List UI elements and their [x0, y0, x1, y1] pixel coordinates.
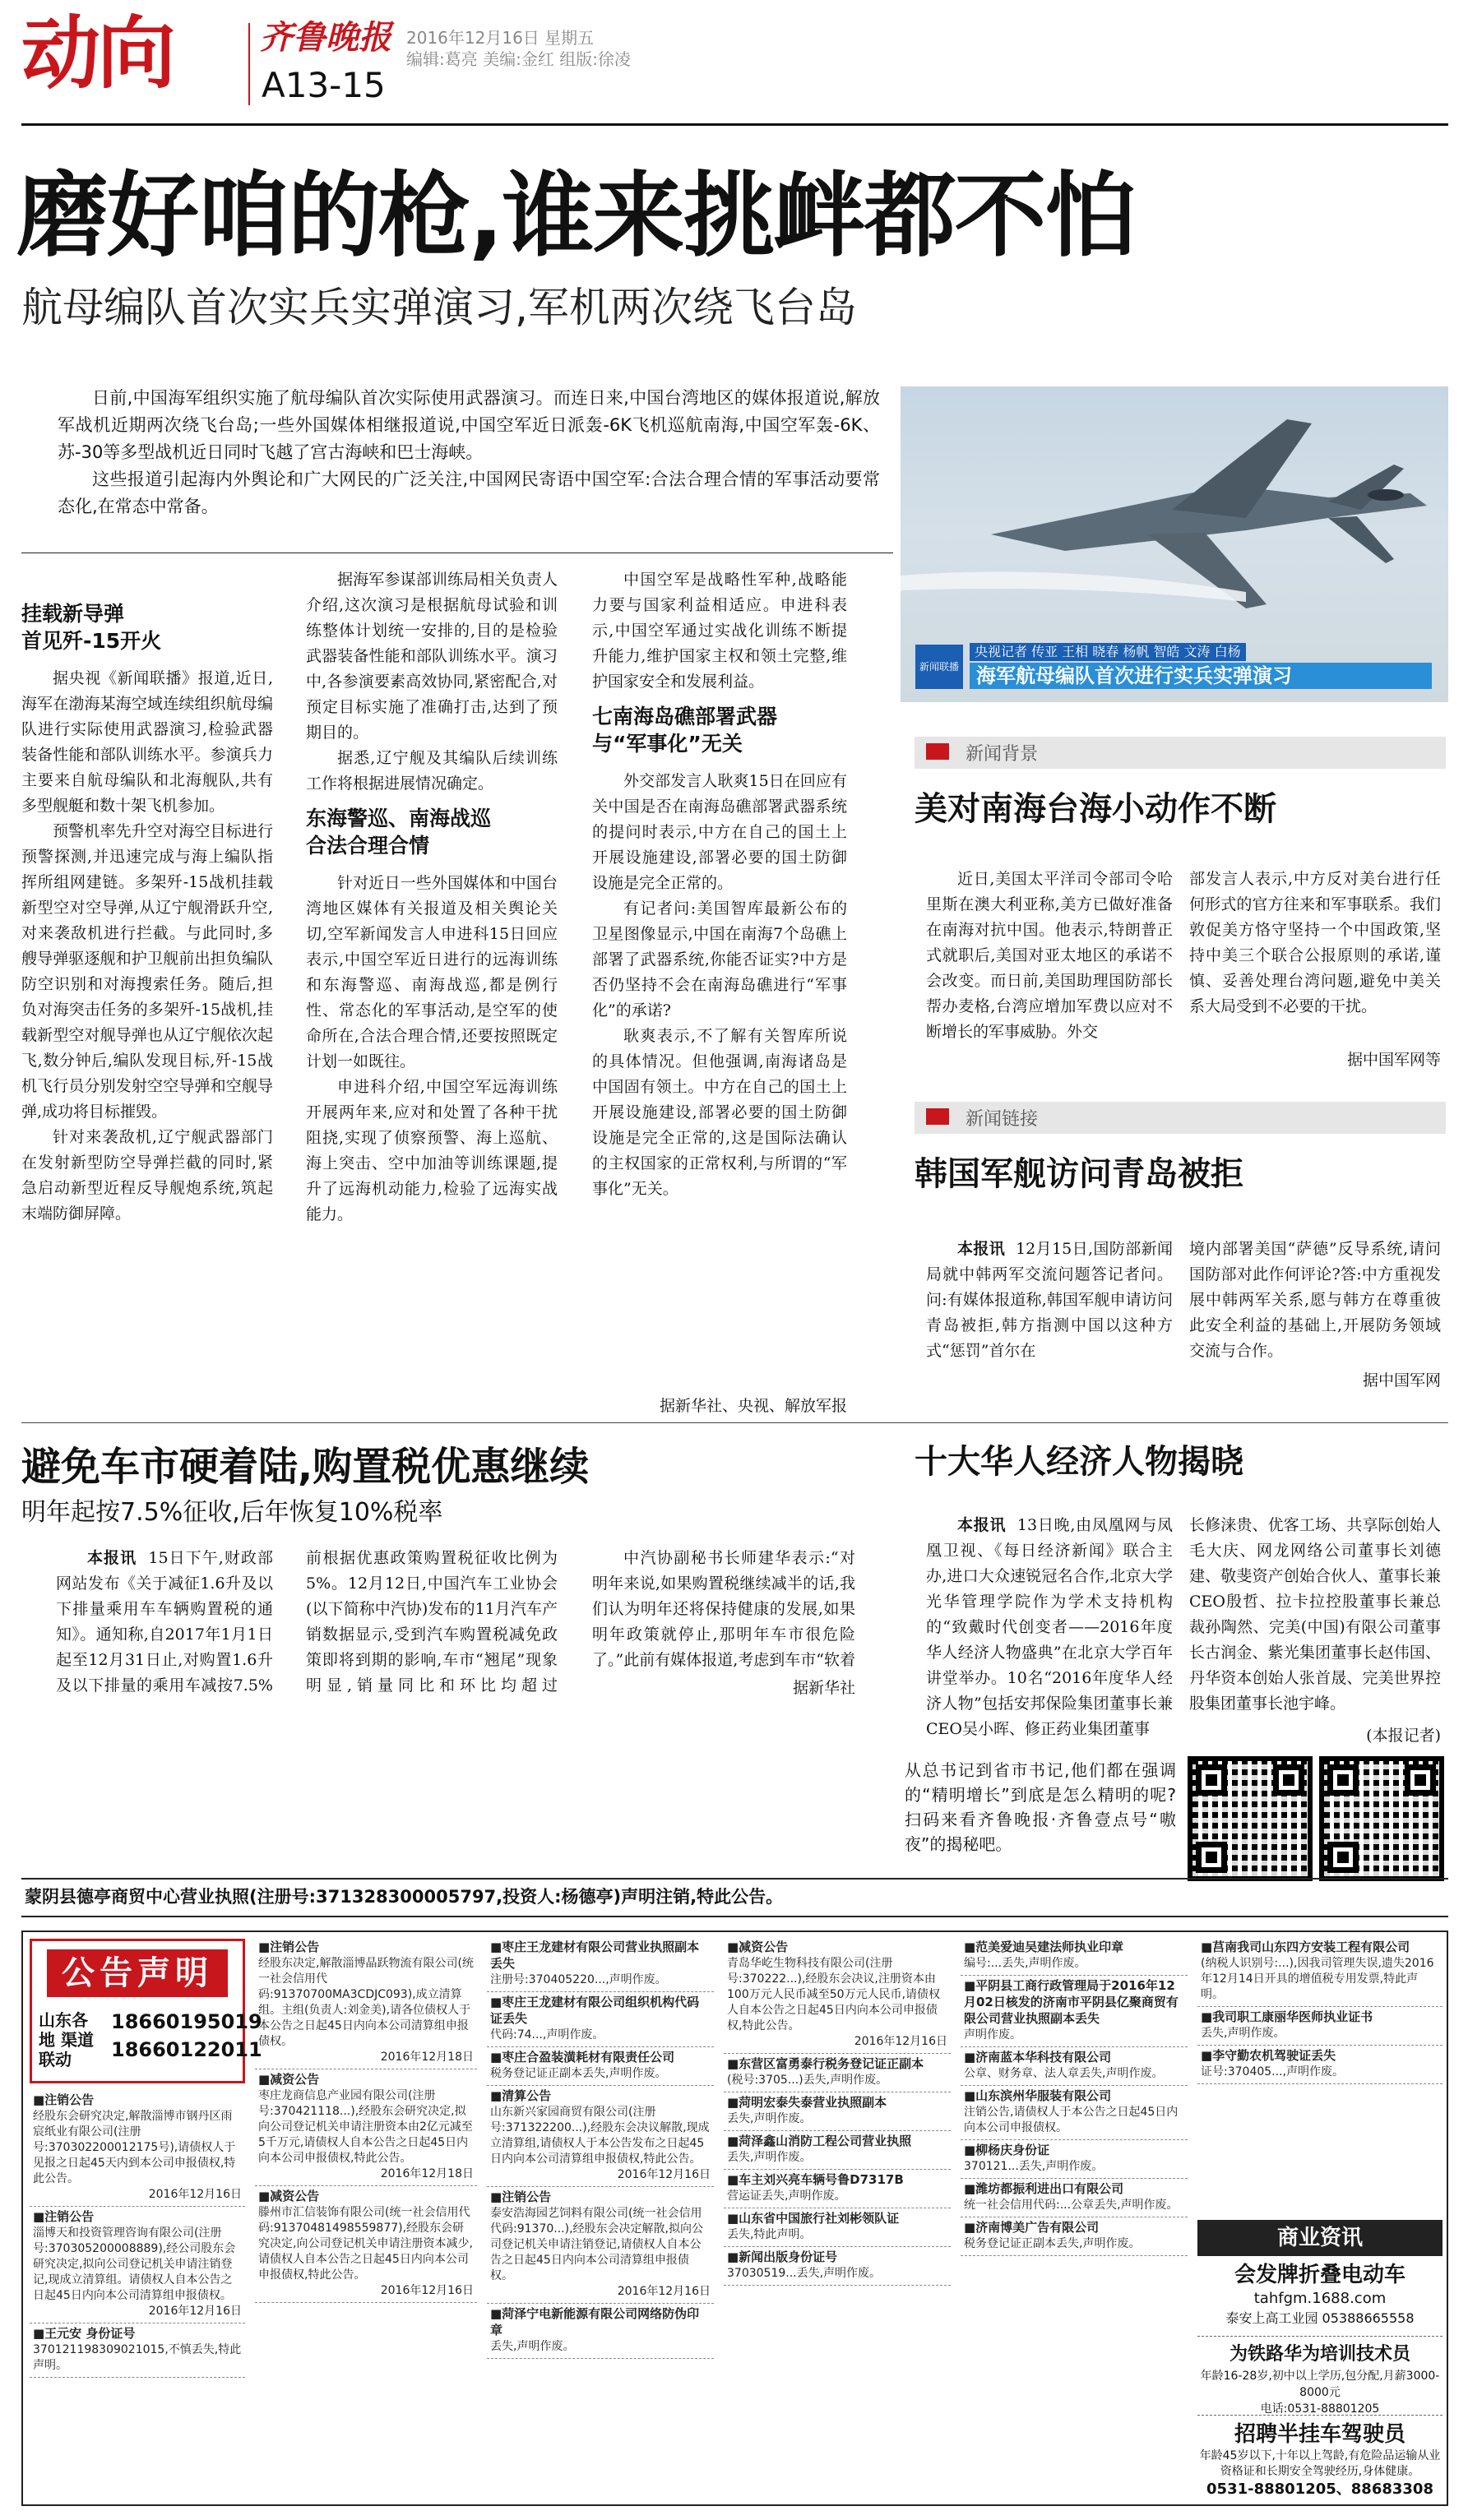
- business-ad-1: [1197, 2261, 1443, 2337]
- classified-ad-body: 滕州市汇信装饰有限公司(统一社会信用代码:91370481498559877),经股东会研究决定,向公司登记机关申请注册资本减少,请债权人自本公告之日起45日内向本公司申报债权,特此公告。: [258, 2206, 473, 2282]
- classified-ad-title: ■菏泽宁电新能源有限公司网络防伪印章: [490, 2306, 700, 2337]
- masthead-divider: [248, 23, 250, 105]
- economy-credit: (本报记者): [1366, 1727, 1441, 1745]
- notice-header-title: 公告声明: [47, 1949, 228, 1997]
- paper-logo: 齐鲁晚报: [260, 18, 391, 57]
- classified-ad-title: ■枣庄合盈装潢耗材有限责任公司: [490, 2050, 675, 2065]
- link-col-1: 本报讯 12月15日,国防部新闻局就中韩两军交流问题答记者问。问:有媒体报道称,韩国军舰申请访问青岛被拒,韩方指测中国以这种方式“惩罚”首尔在: [926, 1240, 1173, 1360]
- business-ad-3: [1197, 2421, 1443, 2503]
- lead-col-1: 挂载新导弹 首见歼-15开火 据央视《新闻联播》报道,近日,海军在渤海某海空域连续组织航母编队进行实际使用武器演习,检验武器装备性能和部队训练水平。参演兵力主要来自航母编队和北海舰队,共有多型舰艇和数十架飞机参加。 预警机率先升空对海空目标进行预警探测,并迅速完成与海上编队指挥所组网建链。多架歼-15战机挂载新型空对空导弹,从辽宁舰滑跃升空,对来袭敌机进行拦截。与此同时,多艘导弹驱逐舰和护卫舰前出担负编队防空识别和对海搜索任务。随后,担负对海突击任务的多架歼-15战机,挂载新型空对舰导弹也从辽宁舰依次起飞,数分钟后,编队发现目标,歼-15战机飞行员分别发射空空导弹和空舰导弹,成功将目标摧毁。 针对来袭敌机,辽宁舰武器部门在发射新型防空导弹拦截的同时,紧急启动新型近程反导舰炮系统,筑起末端防御屏障。: [21, 602, 273, 1223]
- classified-ad: [961, 1937, 1188, 1976]
- classified-ad-title: ■范美爱迪吴建法师执业印章: [964, 1940, 1124, 1954]
- classified-ad-body: 丢失,声明作废。: [490, 2340, 575, 2353]
- classified-ad-date: 2016年12月18日: [380, 2051, 474, 2064]
- classified-ad-body: 税务登记证正副本丢失,声明作废。: [964, 2237, 1141, 2250]
- classified-ad-body: 淄博天和投资管理咨询有限公司(注册号:370305200008889),经公司股东会研究决定,拟向公司登记机关申请注销登记,现成立清算组。请债权人自本公告之日起45日内向本公司清算组申报债权。: [33, 2226, 236, 2302]
- classified-ad-body: 丢失,特此声明。: [727, 2228, 812, 2241]
- section-title: 动向: [21, 7, 173, 99]
- classified-ad: [1197, 2046, 1443, 2084]
- business-ad-3-body: 年龄45岁以下,十年以上驾龄,有危险品运输从业资格证和长期安全驾驶经历,身体健康。: [1199, 2449, 1441, 2478]
- lead-subhead: 航母编队首次实兵实弹演习,军机两次绕飞台岛: [21, 284, 857, 331]
- classified-ad: [724, 2131, 951, 2170]
- classified-ad-body: 经股东会研究决定,解散淄博市钢丹区雨宸纸业有限公司(注册号:370302200012175号),请债权人于见报之日起45天内到本公司申报债权,特此公告。: [33, 2110, 236, 2185]
- economy-title: 十大华人经济人物揭晓: [915, 1443, 1243, 1481]
- classified-ad-title: ■车主刘兴亮车辆号鲁D7317B: [727, 2172, 904, 2187]
- classified-ad: [30, 2090, 245, 2207]
- car-subhead: 明年起按7.5%征收,后年恢复10%税率: [21, 1498, 443, 1527]
- photo-logo: 新闻联播: [915, 645, 963, 689]
- car-col-1: 本报讯 15日下午,财政部网站发布《关于减征1.6升及以下排量乘用车车辆购置税的通知》。通知称,自2017年1月1日起至12月31日止,对购置1.6升及以下排量的乘用车减按7.5%: [56, 1549, 273, 1695]
- classified-ad-title: ■清算公告: [490, 2088, 552, 2103]
- classified-ad: [255, 1937, 477, 2069]
- classified-ad-body: 经股东决定,解散淄博晶跃物流有限公司(统一社会信用代码:91370700MA3CDJC093),成立清算组。主组(负责人:刘金美),请各位债权人于本公告之日起45日内向本公司清算组申报债权。: [258, 1957, 474, 2048]
- classified-ad-title: ■注销公告: [33, 2092, 95, 2107]
- classified-col-1: [30, 2090, 245, 2501]
- classified-ad: [724, 2247, 951, 2286]
- classified-ad-title: ■莒南我司山东四方安装工程有限公司: [1201, 1940, 1410, 1954]
- subheading-2: 东海警巡、南海战巡 合法合理合情: [306, 807, 492, 858]
- classified-ad-date: 2016年12月16日: [148, 2305, 242, 2318]
- notice-rule-bottom: [21, 1916, 1448, 1917]
- classified-ad-title: ■减资公告: [258, 2072, 320, 2087]
- classified-ad-title: ■潍坊都振利进出口有限公司: [964, 2181, 1124, 2196]
- classified-ad-body: 注册号:370405220...,声明作废。: [490, 1973, 667, 1986]
- classified-ad: [487, 2047, 714, 2086]
- classified-ad-title: ■平阴县工商行政管理局于2016年12月02日核发的济南市平阴县亿聚商贸有限公司营业执照副本丢失: [964, 1978, 1179, 2026]
- classified-ad-body: 青岛华屹生物科技有限公司(注册号:370222...),经股东会决议,注册资本由100万元人民币减至50万元人民币,请债权人自本公告之日起45日内向本公司申报债权,特此公告。: [727, 1957, 940, 2032]
- classified-ad-title: ■注销公告: [258, 1940, 320, 1954]
- classified-ad-body: 丢失,声明作废。: [1201, 2027, 1285, 2040]
- background-col-1: 近日,美国太平洋司令部司令哈里斯在澳大利亚称,美方已做好准备在南海对抗中国。他表示,特朗普正式就职后,美国对亚太地区的承诺不会改变。而日前,美国助理国防部长帮办麦格,台湾应增加军费以应对不断增长的军事威胁。外交: [926, 870, 1173, 1041]
- classified-ad-body: 声明作废。: [964, 2028, 1021, 2041]
- classified-ad-title: ■王元安 身份证号: [33, 2326, 136, 2341]
- middle-rule: [21, 1422, 1448, 1423]
- background-title: 美对南海台海小动作不断: [915, 790, 1276, 828]
- background-credit: 据中国军网等: [1346, 1051, 1441, 1069]
- classified-ad: [961, 2047, 1188, 2086]
- classified-ad: [724, 2208, 951, 2247]
- classified-ad-body: (税号:3705...)丢失,声明作废。: [727, 2074, 888, 2087]
- link-credit: 据中国军网: [1362, 1371, 1441, 1389]
- classified-ad-body: 370121198309021015,不慎丢失,特此声明。: [33, 2343, 242, 2372]
- car-headline: 避免车市硬着陆,购置税优惠继续: [21, 1444, 590, 1490]
- classified-ad: [30, 2323, 245, 2378]
- car-credit: 据新华社: [792, 1679, 855, 1697]
- lead-col-2: 据海军参谋部训练局相关负责人介绍,这次演习是根据航母试验和训练整体计划统一安排的,目的是检验武器装备性能和部队训练水平。演习中,各参演要素高效协同,紧密配合,对预定目标实施了准确打击,达到了预期目的。 据悉,辽宁舰及其编队后续训练工作将根据进展情况确定。 东海警巡、南海战巡 合法合理合情 针对近日一些外国媒体和中国台湾地区媒体有关报道及相关舆论关切,空军新闻发言人申进科15日回应表示,中国空军近日进行的远海训练和东海警巡、南海战巡,都是例行性、常态化的军事活动,是空军的使命所在,合法合理合情,还要按照既定计划一如既往。 申进科介绍,中国空军远海训练开展两年来,应对和处置了各种干扰阻挠,实现了侦察预警、海上巡航、海上突击、空中加油等训练课题,提升了远海机动能力,检验了远海实战能力。: [306, 571, 558, 1223]
- classified-ad-body: (纳税人识别号:...),因我司管理失误,遗失2016年12月14日开具的增值税专用发票,特此声明。: [1201, 1957, 1434, 2001]
- classified-ad: [724, 1937, 951, 2054]
- classified-ad: [961, 1976, 1188, 2047]
- classified-col-3: [487, 1937, 714, 2501]
- classified-ad-title: ■注销公告: [33, 2209, 95, 2224]
- qr-code-left[interactable]: [1188, 1756, 1313, 1881]
- lead-photo: [901, 386, 1448, 702]
- business-header-title: 商业资讯: [1276, 2226, 1363, 2250]
- classified-ad-title: ■菏明宏泰失泰营业执照副本: [727, 2095, 887, 2110]
- qr-code-right[interactable]: [1319, 1756, 1444, 1881]
- business-ad-2-title: 为铁路华为培训技术员: [1229, 2344, 1410, 2365]
- classified-ad: [961, 2140, 1188, 2179]
- classified-ad: [255, 2069, 477, 2186]
- classified-col-4: [724, 1937, 951, 2501]
- classified-col-6: [1197, 1937, 1443, 2217]
- classified-ad-title: ■东营区富勇泰行税务登记证正副本: [727, 2056, 924, 2071]
- classified-ad-title: ■注销公告: [490, 2189, 552, 2204]
- classified-ad: [724, 2170, 951, 2208]
- qr-promo-text: 从总书记到省市书记,他们都在强调的“精明增长”到底是怎么精明的呢?扫码来看齐鲁晚报·齐鲁壹点号“嗷夜”的揭秘吧。: [905, 1760, 1176, 1854]
- classified-ad-body: 37030519...丢失,声明作废。: [727, 2267, 882, 2280]
- background-col-2: 部发言人表示,中方反对美台进行任何形式的官方往来和军事联系。我们敦促美方恪守坚持一个中国政策,坚持中美三个联合公报原则的承诺,谨慎、妥善处理台湾问题,避免中美关系大局受到不必要的干扰。: [1189, 870, 1441, 1015]
- classified-ad-body: 公章、财务章、法人章丢失,声明作废。: [964, 2067, 1164, 2080]
- business-ad-2-phone: 电话:0531-88801205: [1260, 2402, 1380, 2416]
- classified-ad-title: ■减资公告: [727, 1940, 789, 1954]
- lead-headline: 磨好咱的枪,谁来挑衅都不怕: [16, 163, 1136, 270]
- classified-ad-date: 2016年12月18日: [380, 2167, 474, 2180]
- classified-ad: [724, 2054, 951, 2092]
- business-ad-1-phone: 泰安上高工业园 05388665558: [1225, 2310, 1415, 2326]
- classified-ad: [961, 2217, 1188, 2256]
- classified-ad-date: 2016年12月16日: [617, 2168, 711, 2181]
- link-title: 韩国军舰访问青岛被拒: [915, 1155, 1243, 1193]
- classified-ad-body: 统一社会信用代码:...公章丢失,声明作废。: [964, 2199, 1179, 2212]
- car-col-3: 中汽协副秘书长师建华表示:“对明年来说,如果购置税继续减半的话,我们认为明年还将保持健康的发展,如果明年政策就停止,那明年车市很危险了。”此前有媒体报道,考虑到车市“软着: [592, 1549, 855, 1669]
- car-col-2: 前根据优惠政策购置税征收比例为5%。12月12日,中国汽车工业协会(以下简称中汽协)发布的11月汽车产销数据显示,受到汽车购置税减免政策即将到期的影响,车市“翘尾”现象明显,销量同比和环比均超过: [306, 1549, 558, 1695]
- notice-region: 山东各地 渠道联动: [39, 2010, 94, 2069]
- classified-ad: [724, 2092, 951, 2131]
- notice-phone-1: 18660195019: [111, 2010, 262, 2033]
- economy-col-2: 长修涞贵、优客工场、共享际创始人毛大庆、网龙网络公司董事长刘德建、敬斐资产创始合伙人、董事长兼CEO殷哲、拉卡拉控股董事长兼总裁孙陶然、完美(中国)有限公司董事长古润金、紫光集团董事长赵伟国、丹华资本创始人张首晟、完美世界控股集团董事长池宇峰。: [1189, 1516, 1441, 1713]
- classified-ad: [255, 2186, 477, 2303]
- section-tag-background: 新闻背景: [915, 737, 1446, 769]
- classified-ad-body: 营运证丢失,声明作废。: [727, 2189, 846, 2203]
- classified-ad-title: ■山东滨州华服装有限公司: [964, 2088, 1112, 2103]
- business-ad-2: [1197, 2342, 1443, 2416]
- classified-ad: [30, 2207, 245, 2323]
- subheading-1: 挂载新导弹 首见歼-15开火: [21, 602, 162, 653]
- classified-ad-title: ■济南蓝本华科技有限公司: [964, 2050, 1112, 2065]
- classified-ad-body: 注销公告,请债权人于本公告之日起45日内向本公司申报债权。: [964, 2106, 1179, 2134]
- classified-ad-body: 370121...丢失,声明作废。: [964, 2160, 1104, 2173]
- business-header: [1197, 2220, 1443, 2256]
- classified-ad-body: 枣庄龙商信息产业园有限公司(注册号:370421118...),经股东会研究决定,拟向公司登记机关申请注册资本由2亿元减至5千万元,请债权人自本公告之日起45日内向本公司申报债权,特此公告。: [258, 2089, 473, 2165]
- page-number: A13-15: [262, 65, 386, 105]
- issue-date: 2016年12月16日 星期五: [406, 28, 595, 48]
- photo-caption: 海军航母编队首次进行实兵实弹演习: [970, 663, 1432, 689]
- classified-ad: [487, 1992, 714, 2047]
- section-tag-link: 新闻链接: [915, 1102, 1446, 1134]
- lead-credit: 据新华社、央视、解放军报: [659, 1397, 847, 1415]
- classified-ad: [487, 2187, 714, 2304]
- lead-col-3: 中国空军是战略性军种,战略能力要与国家利益相适应。申进科表示,中国空军通过实战化训练不断提升能力,维护国家主权和领土完整,维护国家安全和发展利益。 七南海岛礁部署武器 与“军事化”无关 外交部发言人耿爽15日在回应有关中国是否在南海岛礁部署武器系统的提问时表示,中方在自己的国土上开展设施建设,部署必要的国土防御设施是完全正常的。 有记者问:美国智库最新公布的卫星图像显示,中国在南海7个岛礁上部署了武器系统,你能否证实?中方是否仍坚持不会在南海岛礁进行“军事化”的承诺? 耿爽表示,不了解有关智库所说的具体情况。但他强调,南海诸岛是中国固有领土。中方在自己的国土上开展设施建设,部署必要的国土防御设施是完全正常的,这是国际法确认的主权国家的正常权利,与所谓的“军事化”无关。: [592, 571, 847, 1198]
- classified-ad-title: ■我司职工康丽华医师执业证书: [1201, 2009, 1373, 2024]
- classified-ad-title: ■新闻出版身份证号: [727, 2250, 838, 2264]
- classified-ad-title: ■李守勤农机驾驶证丢失: [1201, 2048, 1336, 2063]
- notice-rule-top: [21, 1878, 1448, 1880]
- classified-ad-title: ■减资公告: [258, 2189, 320, 2203]
- subheading-3: 七南海岛礁部署武器 与“军事化”无关: [592, 705, 778, 756]
- masthead-rule: [21, 123, 1448, 126]
- business-ad-3-phone: 0531-88801205、88683308: [1206, 2481, 1433, 2498]
- classified-ad: [1197, 2007, 1443, 2046]
- classified-ad-title: ■枣庄王龙建材有限公司组织机构代码证丢失: [490, 1995, 700, 2026]
- classified-ad: [961, 2086, 1188, 2140]
- classified-ad-body: 泰安浩海园艺饲料有限公司(统一社会信用代码:91370...),经股东会决定解散,拟向公司登记机关申请注销登记,请债权人自本公告之日起45日内向本公司清算组申报债权。: [490, 2207, 703, 2282]
- classified-ad: [961, 2179, 1188, 2217]
- classified-ad-body: 丢失,声明作废。: [727, 2112, 812, 2125]
- photo-credit-strip: 央视记者 传亚 王相 晓春 杨帆 智皓 文涛 白杨: [970, 643, 1246, 661]
- classified-ad-body: 编号:...丢失,声明作废。: [964, 1957, 1086, 1970]
- classified-col-2: [255, 1937, 477, 2501]
- classified-ad-title: ■济南博美广告有限公司: [964, 2220, 1100, 2235]
- notice-phone-2: 18660122011: [111, 2038, 262, 2061]
- business-ad-1-title: 会发牌折叠电动车: [1234, 2263, 1405, 2287]
- classified-ad: [1197, 1937, 1443, 2007]
- editor-credits: 编辑:葛亮 美编:金红 组版:徐凌: [406, 49, 631, 69]
- classified-ad: [487, 2304, 714, 2359]
- classified-ad: [487, 1937, 714, 1992]
- classified-ad-title: ■柳杨庆身份证: [964, 2143, 1050, 2157]
- business-ad-1-url: tahfgm.1688.com: [1253, 2290, 1387, 2307]
- economy-col-1: 本报讯 13日晚,由凤凰网与凤凰卫视、《每日经济新闻》联合主办,进口大众速锐冠名合作,北京大学光华管理学院作为学术支持机构的“致戴时代创变者——2016年度华人经济人物盛典”在北京大学百年讲堂举办。10名“2016年度华人经济人物”包括安邦保险集团董事长兼CEO吴小晖、修正药业集团董事: [926, 1516, 1173, 1738]
- classified-ad-body: 税务登记证正副本丢失,声明作废。: [490, 2067, 667, 2080]
- business-ad-2-body: 年龄16-28岁,初中以上学历,包分配,月薪3000-8000元: [1200, 2370, 1440, 2399]
- classified-ad-title: ■菏泽鑫山消防工程公司营业执照: [727, 2134, 912, 2148]
- classified-ad-date: 2016年12月16日: [617, 2285, 711, 2298]
- classified-ad-date: 2016年12月16日: [380, 2284, 474, 2297]
- classified-ad-title: ■枣庄王龙建材有限公司营业执照副本丢失: [490, 1940, 700, 1971]
- notice-header-box: [30, 1939, 262, 2083]
- classified-ad-date: 2016年12月16日: [148, 2188, 242, 2201]
- notice-line: 蒙阴县德亭商贸中心营业执照(注册号:371328300005797,投资人:杨德亭)声明注销,特此公告。: [25, 1887, 784, 1907]
- classified-ad-title: ■山东省中国旅行社刘彬领队证: [727, 2211, 900, 2226]
- business-ad-3-title: 招聘半挂车驾驶员: [1234, 2422, 1405, 2447]
- classified-ad-body: 丢失,声明作废。: [727, 2151, 812, 2164]
- link-col-2: 境内部署美国“萨德”反导系统,请问国防部对此作何评论?答:中方重视发展中韩两军关系,愿与韩方在尊重彼此安全利益的基础上,开展防务领域交流与合作。: [1189, 1240, 1441, 1360]
- lead-intro: 日前,中国海军组织实施了航母编队首次实际使用武器演习。而连日来,中国台湾地区的媒体报道说,解放军战机近期两次绕飞台岛;一些外国媒体相继报道说,中国空军近日派轰-6K飞机巡航南海,中国空军轰-6K、苏-30等多型战机近日同时飞越了宫古海峡和巴士海峡。 这些报道引起海内外舆论和广大网民的广泛关注,中国网民寄语中国空军:合法合理合情的军事活动要常态化,在常态中常备。: [58, 388, 880, 516]
- classified-ad-date: 2016年12月16日: [854, 2035, 947, 2048]
- classified-ad: [487, 2086, 714, 2187]
- classified-ad-body: 代码:74...,声明作废。: [490, 2028, 604, 2041]
- classified-col-5: [961, 1937, 1188, 2501]
- classified-ad-body: 证号:370405...,声明作废。: [1201, 2065, 1344, 2078]
- classified-ad-body: 山东新兴家园商贸有限公司(注册号:371322200...),经股东会决议解散,现成立清算组,请债权人于本公告发布之日起45日内向本公司清算组申报债权,特此公告。: [490, 2106, 710, 2166]
